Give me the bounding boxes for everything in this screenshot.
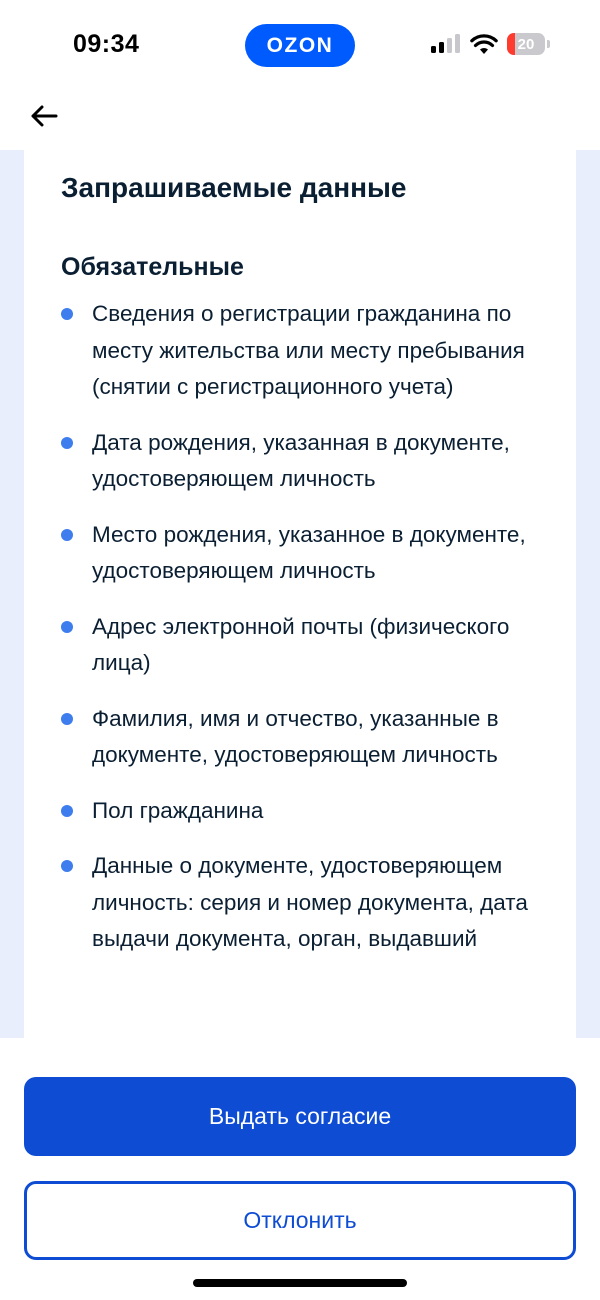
list-item [61,793,551,830]
bullet-icon [61,621,73,633]
list-item-text: Место рождения, указанное в документе, удостоверяющем личность [92,521,526,583]
list-item-text: Фамилия, имя и отчество, указанные в документе, удостоверяющем личность [92,705,499,767]
list-item [61,517,551,590]
battery-icon [507,33,545,55]
required-data-list [61,296,551,977]
battery-level: 20 [517,35,535,53]
list-item [61,701,551,774]
decline-button[interactable]: Отклонить [24,1181,576,1260]
bullet-icon [61,529,73,541]
list-item-text: Данные о документе, удостоверяющем личность: серия и номер документа, дата выдачи документа, орган, выдавший [92,853,528,951]
arrow-left-icon [29,104,59,128]
list-item [61,609,551,682]
bullet-icon [61,308,73,320]
wifi-icon [470,33,498,55]
list-item [61,425,551,498]
battery-cap [547,40,550,48]
list-item [61,848,551,958]
card-title: Запрашиваемые данные [61,172,407,203]
status-bar [0,0,600,90]
bullet-icon [61,713,73,725]
list-item-text: Дата рождения, указанная в документе, удостоверяющем личность [92,429,510,491]
signal-icon [431,35,461,53]
list-item [61,296,551,406]
list-item-text: Адрес электронной почты (физического лица) [92,613,510,675]
back-button[interactable] [24,96,64,136]
bullet-icon [61,805,73,817]
bullet-icon [61,860,73,872]
section-title-required: Обязательные [61,253,244,281]
list-item-text: Сведения о регистрации гражданина по месту жительства или месту пребывания (снятии с регистрационного учета) [92,301,525,399]
ozon-app-badge[interactable]: OZON [245,24,355,67]
requested-data-card[interactable] [24,150,576,1038]
give-consent-button[interactable]: Выдать согласие [24,1077,576,1156]
list-item-text: Пол гражданина [92,797,264,823]
home-indicator[interactable] [193,1279,407,1287]
bullet-icon [61,437,73,449]
status-time: 09:34 [73,30,140,58]
